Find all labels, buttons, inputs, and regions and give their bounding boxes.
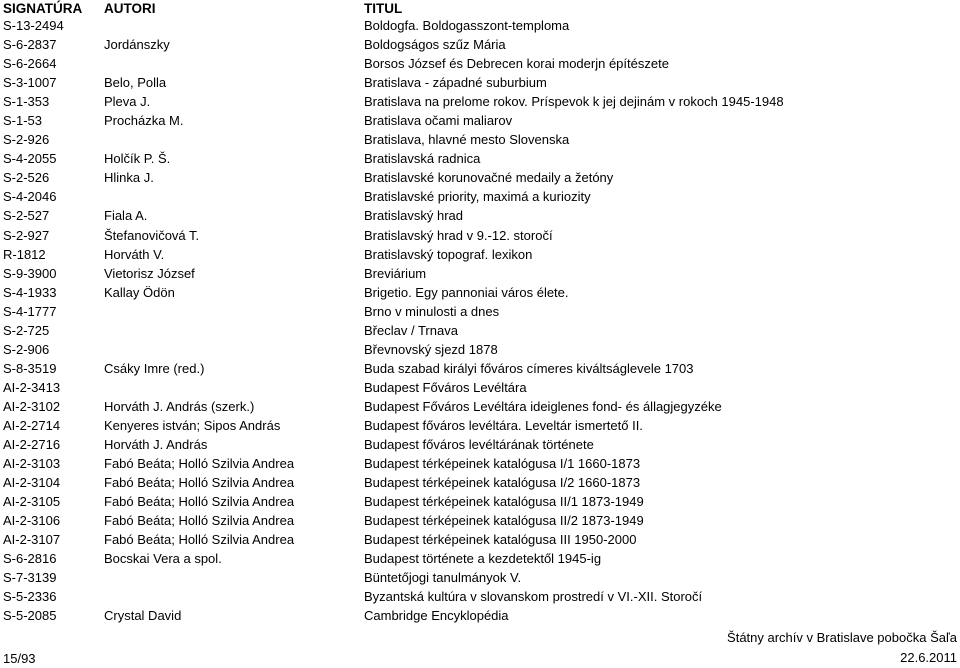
signature-cell: S-6-2664: [3, 56, 57, 72]
author-cell: Vietorisz József: [104, 265, 195, 281]
author-cell: Fabó Beáta; Holló Szilvia Andrea: [104, 513, 295, 529]
signature-cell: S-9-3900: [3, 265, 57, 281]
author-cell: Fabó Beáta; Holló Szilvia Andrea: [104, 456, 295, 472]
table-row: [0, 359, 960, 378]
table-row: [0, 587, 960, 606]
author-cell: Holčík P. Š.: [104, 151, 171, 167]
table-row: [0, 378, 960, 397]
author-cell: Štefanovičová T.: [104, 227, 200, 243]
signature-cell: S-2-906: [3, 341, 50, 357]
table-row: [0, 511, 960, 530]
author-cell: Hlinka J.: [104, 170, 154, 186]
title-cell: Büntetőjogi tanulmányok V.: [364, 570, 522, 586]
table-row: [0, 549, 960, 568]
title-cell: Boldogságos szűz Mária: [364, 37, 506, 53]
signature-cell: S-6-2816: [3, 551, 57, 567]
title-cell: Břevnovský sjezd 1878: [364, 341, 498, 357]
table-row: [0, 492, 960, 511]
page-number: 15/93: [3, 651, 36, 666]
title-cell: Brno v minulosti a dnes: [364, 303, 500, 319]
title-cell: Bratislava - západné suburbium: [364, 75, 547, 91]
header-titul: TITUL: [364, 1, 403, 16]
signature-cell: AI-2-3413: [3, 379, 61, 395]
table-row: [0, 283, 960, 302]
table-row: [0, 149, 960, 168]
title-cell: Budapest térképeinek katalógusa II/1 1873-1949: [364, 494, 644, 510]
title-cell: Břeclav / Trnava: [364, 322, 458, 338]
table-row: [0, 111, 960, 130]
title-cell: Bratislava očami maliarov: [364, 113, 513, 129]
title-cell: Budapest térképeinek katalógusa III 1950-2000: [364, 532, 637, 548]
title-cell: Bratislavská radnica: [364, 151, 481, 167]
table-row: [0, 302, 960, 321]
title-cell: Budapest térképeinek katalógusa II/2 1873-1949: [364, 513, 644, 529]
table-row: [0, 54, 960, 73]
table-row: [0, 16, 960, 35]
author-cell: Csáky Imre (red.): [104, 360, 205, 376]
header-signatura: SIGNATÚRA: [3, 1, 83, 16]
author-cell: Belo, Polla: [104, 75, 167, 91]
signature-cell: S-2-526: [3, 170, 50, 186]
title-cell: Budapest Főváros Levéltára ideiglenes fond- és állagjegyzéke: [364, 398, 722, 414]
signature-cell: S-3-1007: [3, 75, 57, 91]
title-cell: Boldogfa. Boldogasszont-temploma: [364, 18, 570, 33]
table-row: [0, 397, 960, 416]
signature-cell: S-5-2336: [3, 589, 57, 605]
table-row: [0, 454, 960, 473]
title-cell: Bratislavský topograf. lexikon: [364, 246, 533, 262]
title-cell: Budapest története a kezdetektől 1945-ig: [364, 551, 602, 567]
signature-cell: S-13-2494: [3, 18, 64, 33]
author-cell: Pleva J.: [104, 94, 151, 110]
table-row: [0, 340, 960, 359]
signature-cell: R-1812: [3, 246, 46, 262]
title-cell: Bratislava na prelome rokov. Príspevok k jej dejinám v rokoch 1945-1948: [364, 94, 784, 110]
title-cell: Budapest Főváros Levéltára: [364, 379, 527, 395]
signature-cell: AI-2-3102: [3, 398, 61, 414]
title-cell: Budapest főváros levéltárának története: [364, 437, 594, 453]
title-cell: Bratislava, hlavné mesto Slovenska: [364, 132, 570, 148]
title-cell: Budapest főváros levéltára. Leveltár ismertető II.: [364, 417, 643, 433]
signature-cell: S-2-527: [3, 208, 50, 224]
signature-cell: S-2-926: [3, 132, 50, 148]
table-row: [0, 435, 960, 454]
table-row: [0, 187, 960, 206]
signature-cell: S-5-2085: [3, 608, 57, 624]
author-cell: Fabó Beáta; Holló Szilvia Andrea: [104, 475, 295, 491]
table-header: [0, 0, 960, 17]
signature-cell: S-2-927: [3, 227, 50, 243]
title-cell: Byzantská kultúra v slovanskom prostredí v VI.-XII. Storočí: [364, 589, 703, 605]
table-row: [0, 473, 960, 492]
title-cell: Bratislavské priority, maximá a kuriozity: [364, 189, 591, 205]
title-cell: Bratislavské korunovačné medaily a žetóny: [364, 170, 614, 186]
title-cell: Borsos József és Debrecen korai moderjn építészete: [364, 56, 669, 72]
archive-name: Štátny archív v Bratislave pobočka Šaľa: [727, 630, 957, 645]
signature-cell: S-4-2046: [3, 189, 57, 205]
signature-cell: S-6-2837: [3, 37, 57, 53]
table-row: [0, 73, 960, 92]
table-row: [0, 530, 960, 549]
catalog-table: [0, 16, 960, 626]
table-row: [0, 568, 960, 587]
author-cell: Horváth J. András (szerk.): [104, 398, 255, 414]
signature-cell: AI-2-3103: [3, 456, 61, 472]
table-row: [0, 226, 960, 245]
title-cell: Buda szabad királyi főváros címeres kiváltságlevele 1703: [364, 360, 694, 376]
title-cell: Cambridge Encyklopédia: [364, 608, 509, 624]
signature-cell: AI-2-3105: [3, 494, 61, 510]
signature-cell: AI-2-2716: [3, 437, 61, 453]
author-cell: Horváth J. András: [104, 437, 208, 453]
signature-cell: AI-2-2714: [3, 417, 61, 433]
table-row: [0, 416, 960, 435]
table-row: [0, 206, 960, 225]
title-cell: Budapest térképeinek katalógusa I/2 1660-1873: [364, 475, 641, 491]
title-cell: Breviárium: [364, 265, 427, 281]
header-autori: AUTORI: [104, 1, 156, 16]
signature-cell: S-8-3519: [3, 360, 57, 376]
title-cell: Budapest térképeinek katalógusa I/1 1660-1873: [364, 456, 641, 472]
table-row: [0, 35, 960, 54]
signature-cell: S-4-1777: [3, 303, 57, 319]
table-row: [0, 264, 960, 283]
table-row: [0, 130, 960, 149]
author-cell: Fabó Beáta; Holló Szilvia Andrea: [104, 532, 295, 548]
author-cell: Fabó Beáta; Holló Szilvia Andrea: [104, 494, 295, 510]
signature-cell: S-1-353: [3, 94, 50, 110]
signature-cell: S-1-53: [3, 113, 43, 129]
signature-cell: AI-2-3107: [3, 532, 61, 548]
signature-cell: S-4-2055: [3, 151, 57, 167]
signature-cell: AI-2-3104: [3, 475, 61, 491]
footer-info: [727, 628, 957, 668]
author-cell: Bocskai Vera a spol.: [104, 551, 222, 567]
title-cell: Brigetio. Egy pannoniai város élete.: [364, 284, 569, 300]
signature-cell: S-7-3139: [3, 570, 57, 586]
table-row: [0, 321, 960, 340]
author-cell: Procházka M.: [104, 113, 184, 129]
author-cell: Horváth V.: [104, 246, 165, 262]
signature-cell: S-4-1933: [3, 284, 57, 300]
author-cell: Crystal David: [104, 608, 182, 624]
author-cell: Fiala A.: [104, 208, 148, 224]
author-cell: Kallay Ödön: [104, 284, 175, 300]
table-row: [0, 606, 960, 625]
table-row: [0, 168, 960, 187]
author-cell: Jordánszky: [104, 37, 170, 53]
signature-cell: S-2-725: [3, 322, 50, 338]
title-cell: Bratislavský hrad: [364, 208, 463, 224]
author-cell: Kenyeres istván; Sipos András: [104, 417, 281, 433]
table-row: [0, 92, 960, 111]
table-row: [0, 245, 960, 264]
title-cell: Bratislavský hrad v 9.-12. storočí: [364, 227, 553, 243]
signature-cell: AI-2-3106: [3, 513, 61, 529]
footer-date: 22.6.2011: [900, 650, 957, 665]
